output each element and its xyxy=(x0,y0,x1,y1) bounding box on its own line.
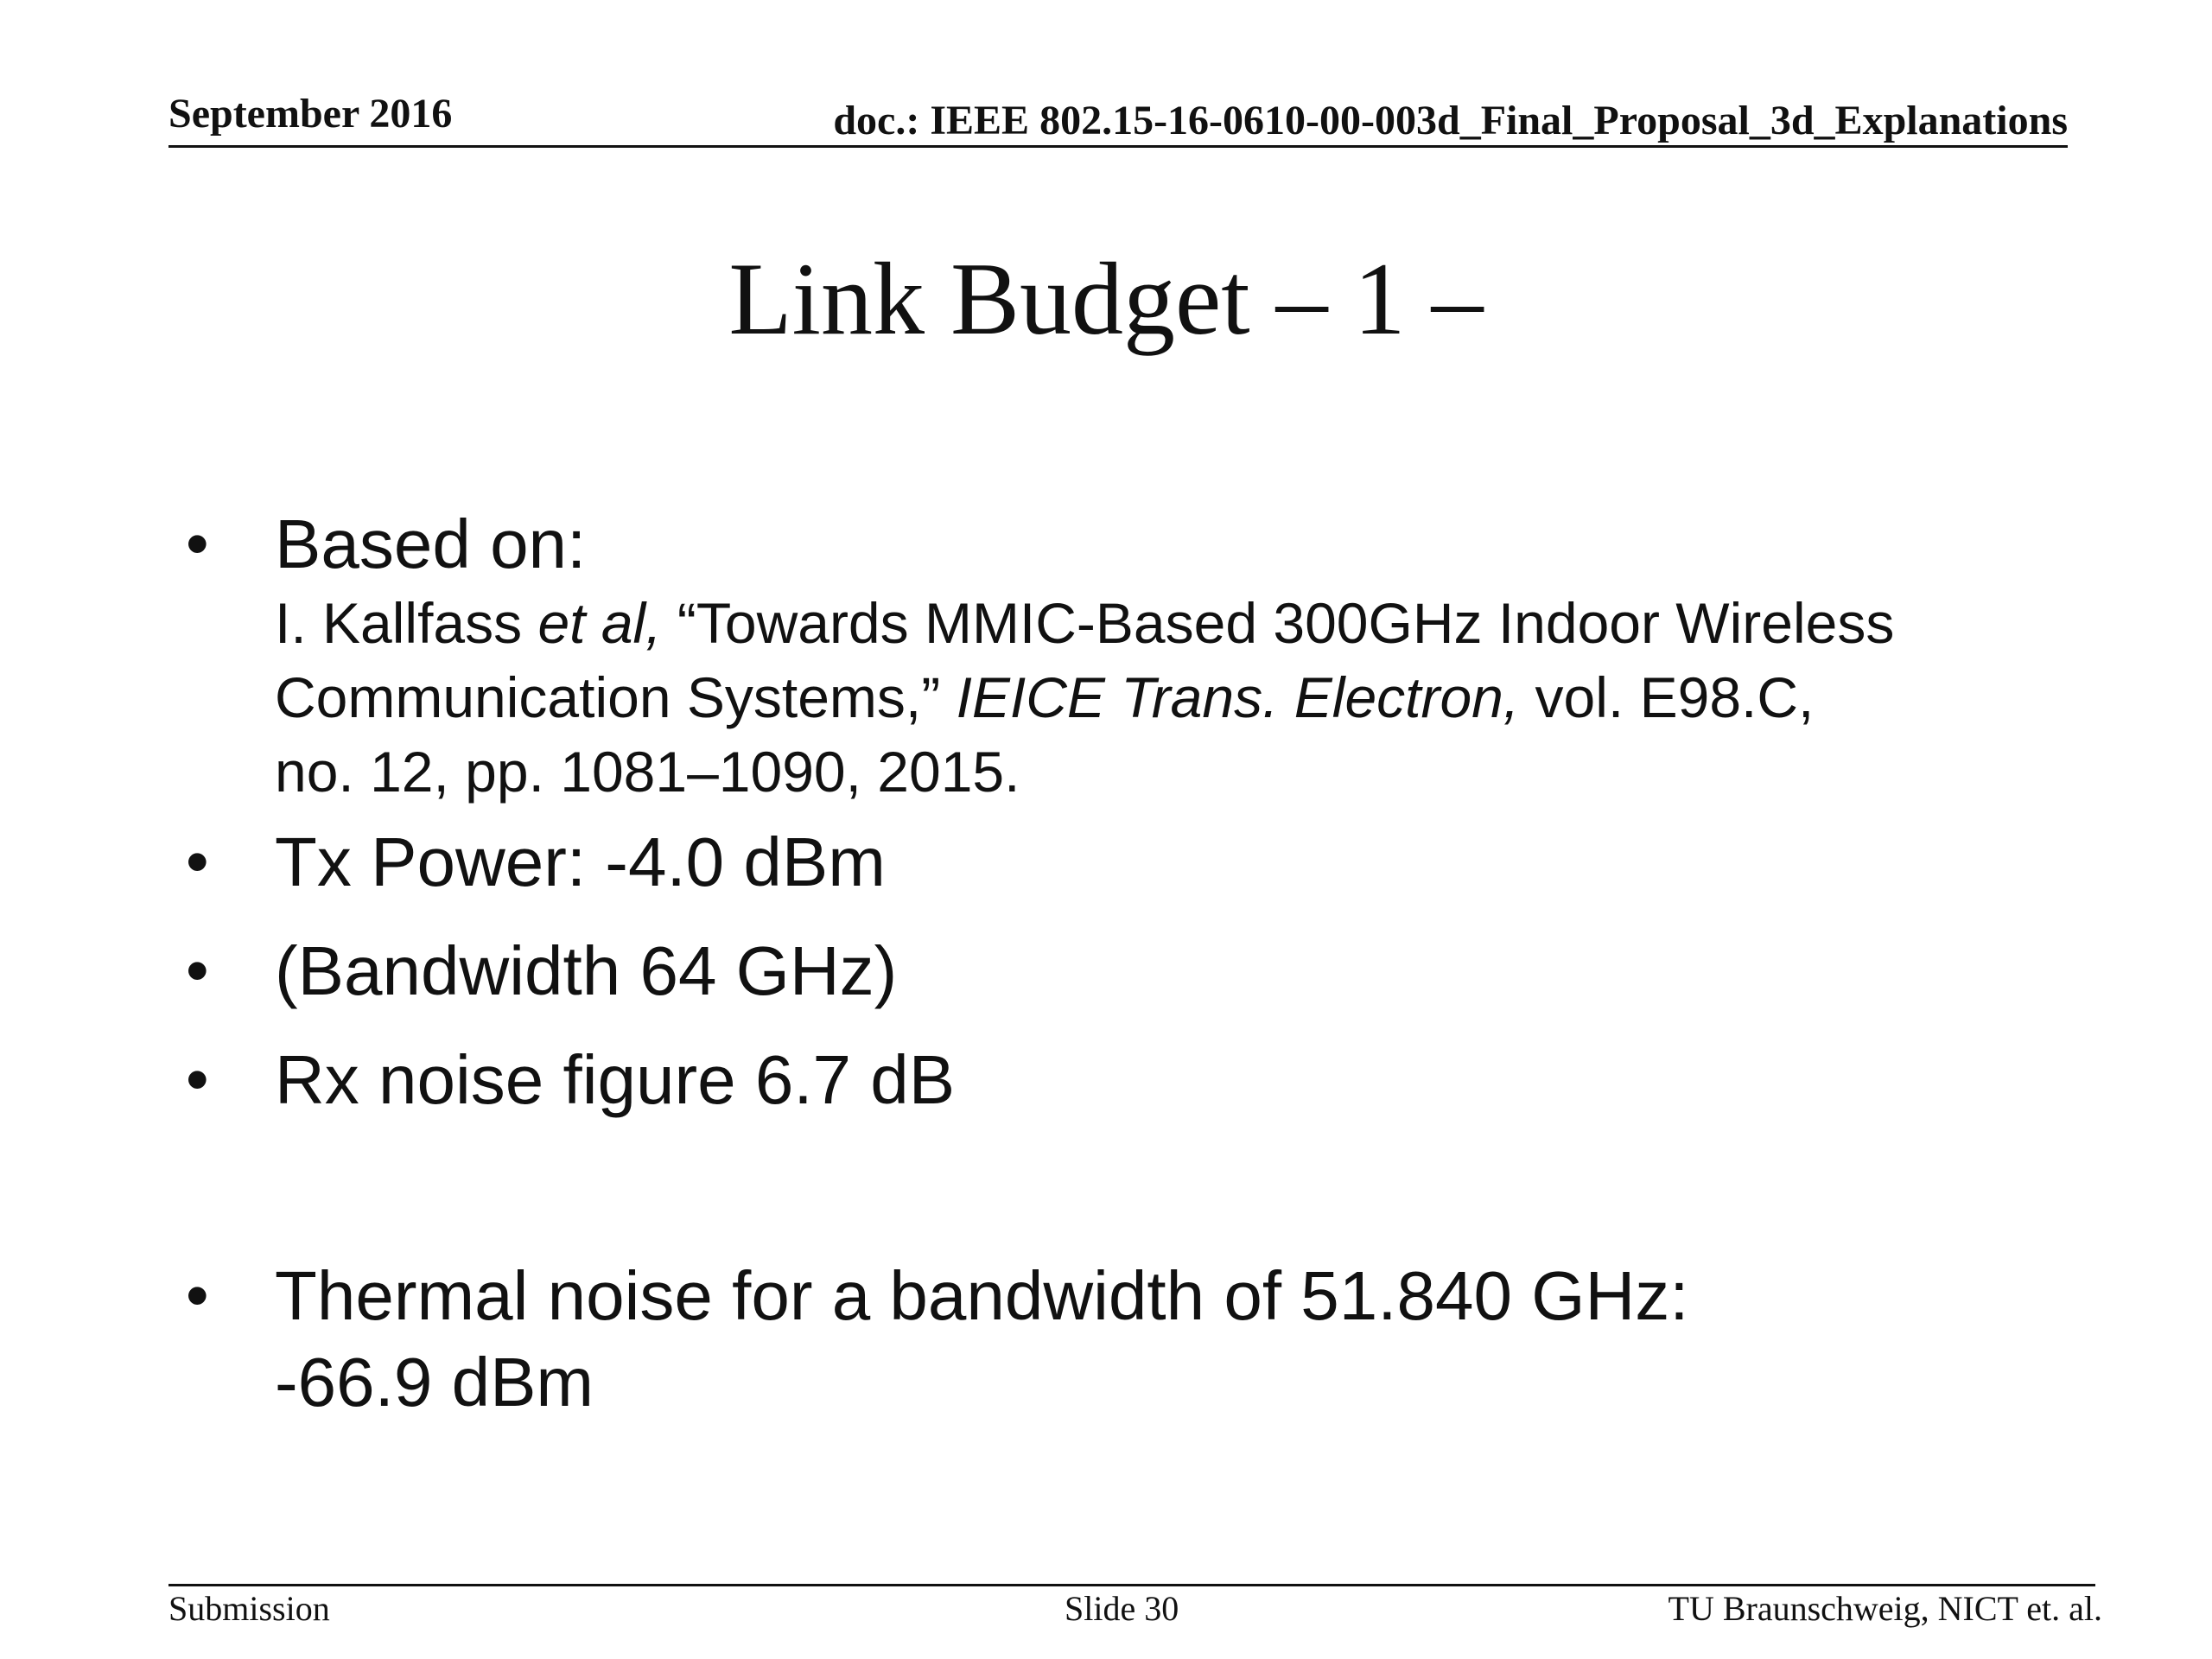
reference-line-3: no. 12, pp. 1081–1090, 2015. xyxy=(275,740,1020,804)
bullet-thermal-noise xyxy=(186,1253,2087,1426)
footer-submission: Submission xyxy=(168,1589,330,1628)
footer-authors: TU Braunschweig, NICT et. al. xyxy=(1668,1589,2102,1628)
footer-divider xyxy=(168,1584,2095,1586)
reference-title-cont: Communication Systems,” xyxy=(275,665,957,729)
bullet-marker: • xyxy=(186,1259,209,1332)
footer-slide-number: Slide 30 xyxy=(1065,1589,1179,1628)
bullet-text: Rx noise figure 6.7 dB xyxy=(275,1041,956,1118)
reference-citation xyxy=(275,586,2087,809)
bullet-rx-noise-figure xyxy=(186,1037,2087,1123)
bullet-text-continuation: -66.9 dBm xyxy=(275,1344,594,1421)
reference-authors: I. Kallfass xyxy=(275,591,538,655)
reference-volume: vol. E98.C, xyxy=(1519,665,1815,729)
bullet-text: Tx Power: -4.0 dBm xyxy=(275,823,886,900)
bullet-tx-power xyxy=(186,819,2087,906)
bullet-text: (Bandwidth 64 GHz) xyxy=(275,932,898,1009)
bullet-text: Thermal noise for a bandwidth of 51.840 GHz: xyxy=(275,1257,1689,1334)
bullet-marker: • xyxy=(186,1043,209,1116)
reference-title: “Towards MMIC-Based 300GHz Indoor Wireless xyxy=(661,591,1895,655)
bullet-marker: • xyxy=(186,507,209,581)
header-date: September 2016 xyxy=(168,91,453,137)
bullet-based-on xyxy=(186,501,2087,809)
bullet-list xyxy=(186,501,2087,1426)
bullet-text: Based on: xyxy=(275,505,587,582)
reference-et-al: et al, xyxy=(537,591,662,655)
bullet-marker: • xyxy=(186,825,209,899)
reference-line-2 xyxy=(275,660,2087,734)
reference-line-1 xyxy=(275,586,2087,660)
reference-journal: IEICE Trans. Electron, xyxy=(956,665,1520,729)
slide-title: Link Budget – 1 – xyxy=(728,241,1484,356)
header-document-id: doc.: IEEE 802.15-16-0610-00-003d_Final_Proposal_3d_Explanations xyxy=(833,98,2068,143)
bullet-bandwidth xyxy=(186,928,2087,1014)
header-divider xyxy=(168,145,2068,148)
bullet-marker: • xyxy=(186,934,209,1007)
